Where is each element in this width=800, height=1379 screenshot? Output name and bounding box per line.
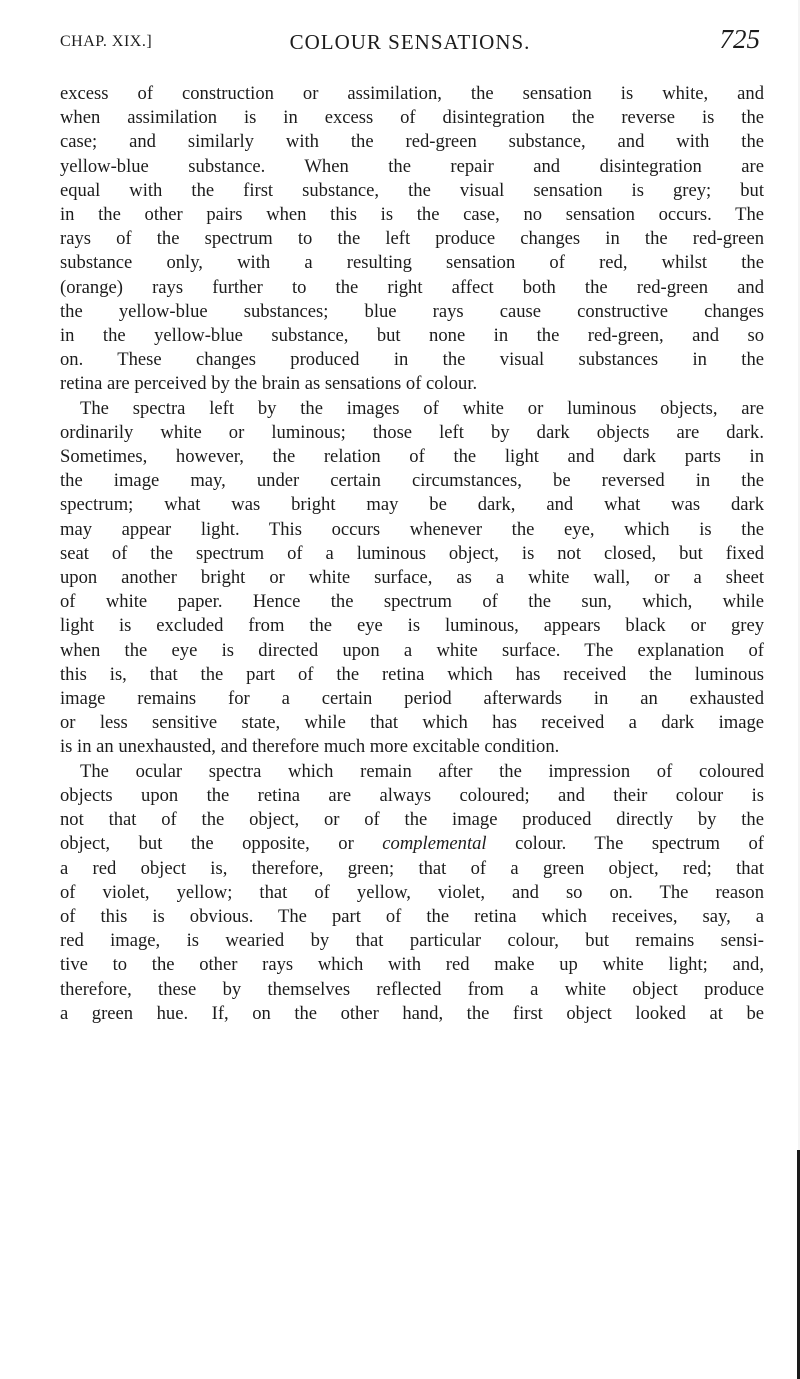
text-run: colour. The spectrum of xyxy=(486,833,764,855)
text-line-with-emphasis xyxy=(60,832,764,856)
text-line: may appear light. This occurs whenever the eye, which is the xyxy=(60,518,764,540)
text-line: The spectra left by the images of white or luminous objects, are xyxy=(80,397,764,419)
text-line: ordinarily white or luminous; those left by dark objects are dark. xyxy=(60,421,764,443)
emphasized-term: complemental xyxy=(382,833,487,855)
text-line: spectrum; what was bright may be dark, and what was dark xyxy=(60,494,764,516)
text-line: The ocular spectra which remain after the impression of coloured xyxy=(80,760,764,782)
text-line: Sometimes, however, the relation of the light and dark parts in xyxy=(60,446,764,468)
text-line: is in an unexhausted, and therefore much more excitable condition. xyxy=(60,736,560,758)
text-line: this is, that the part of the retina which has received the luminous xyxy=(60,663,764,685)
text-line: substance only, with a resulting sensation of red, whilst the xyxy=(60,252,764,274)
text-run: object, but the opposite, or xyxy=(60,833,383,855)
running-head xyxy=(60,24,760,64)
text-line: a green hue. If, on the other hand, the first object looked at be xyxy=(60,1002,764,1024)
page-number: 725 xyxy=(719,24,760,54)
text-line: not that of the object, or of the image produced directly by the xyxy=(60,809,764,831)
text-line: upon another bright or white surface, as a white wall, or a sheet xyxy=(60,567,764,589)
text-line: in the yellow-blue substance, but none in the red-green, and so xyxy=(60,325,764,347)
text-line: of violet, yellow; that of yellow, violet, and so on. The reason xyxy=(60,881,764,903)
text-line: of white paper. Hence the spectrum of the sun, which, while xyxy=(60,591,764,613)
text-line: the yellow-blue substances; blue rays cause constructive changes xyxy=(60,300,764,322)
text-line: case; and similarly with the red-green substance, and with the xyxy=(60,131,764,153)
text-line: tive to the other rays which with red make up white light; and, xyxy=(60,954,764,976)
page-title: COLOUR SENSATIONS. xyxy=(289,30,531,54)
text-line: seat of the spectrum of a luminous object, is not closed, but fixed xyxy=(60,542,764,564)
text-line: when assimilation is in excess of disintegration the reverse is the xyxy=(60,107,764,129)
body-text xyxy=(60,82,764,1026)
text-line: objects upon the retina are always coloured; and their colour is xyxy=(60,784,764,806)
text-line: excess of construction or assimilation, the sensation is white, and xyxy=(60,83,764,104)
text-line: (orange) rays further to the right affect both the red-green and xyxy=(60,276,764,298)
text-line: light is excluded from the eye is luminous, appears black or grey xyxy=(60,615,764,637)
text-line: in the other pairs when this is the case, no sensation occurs. The xyxy=(60,204,764,226)
chapter-label: CHAP. XIX.] xyxy=(60,33,153,50)
text-line: the image may, under certain circumstances, be reversed in the xyxy=(60,470,764,492)
text-line: a red object is, therefore, green; that of a green object, red; that xyxy=(60,857,764,879)
text-line: rays of the spectrum to the left produce changes in the red-green xyxy=(60,228,764,250)
text-line: of this is obvious. The part of the retina which receives, say, a xyxy=(60,905,764,927)
text-line: on. These changes produced in the visual substances in the xyxy=(60,349,764,371)
text-line: retina are perceived by the brain as sensations of colour. xyxy=(60,373,478,395)
text-line: yellow-blue substance. When the repair and disintegration are xyxy=(60,155,764,177)
text-line: red image, is wearied by that particular colour, but remains sensi- xyxy=(60,930,764,952)
text-line: or less sensitive state, while that which has received a dark image xyxy=(60,712,764,734)
text-line: equal with the first substance, the visual sensation is grey; but xyxy=(60,179,764,201)
text-line: therefore, these by themselves reflected from a white object produce xyxy=(60,978,764,1000)
text-line: image remains for a certain period afterwards in an exhausted xyxy=(60,688,764,710)
text-line: when the eye is directed upon a white surface. The explanation of xyxy=(60,639,764,661)
